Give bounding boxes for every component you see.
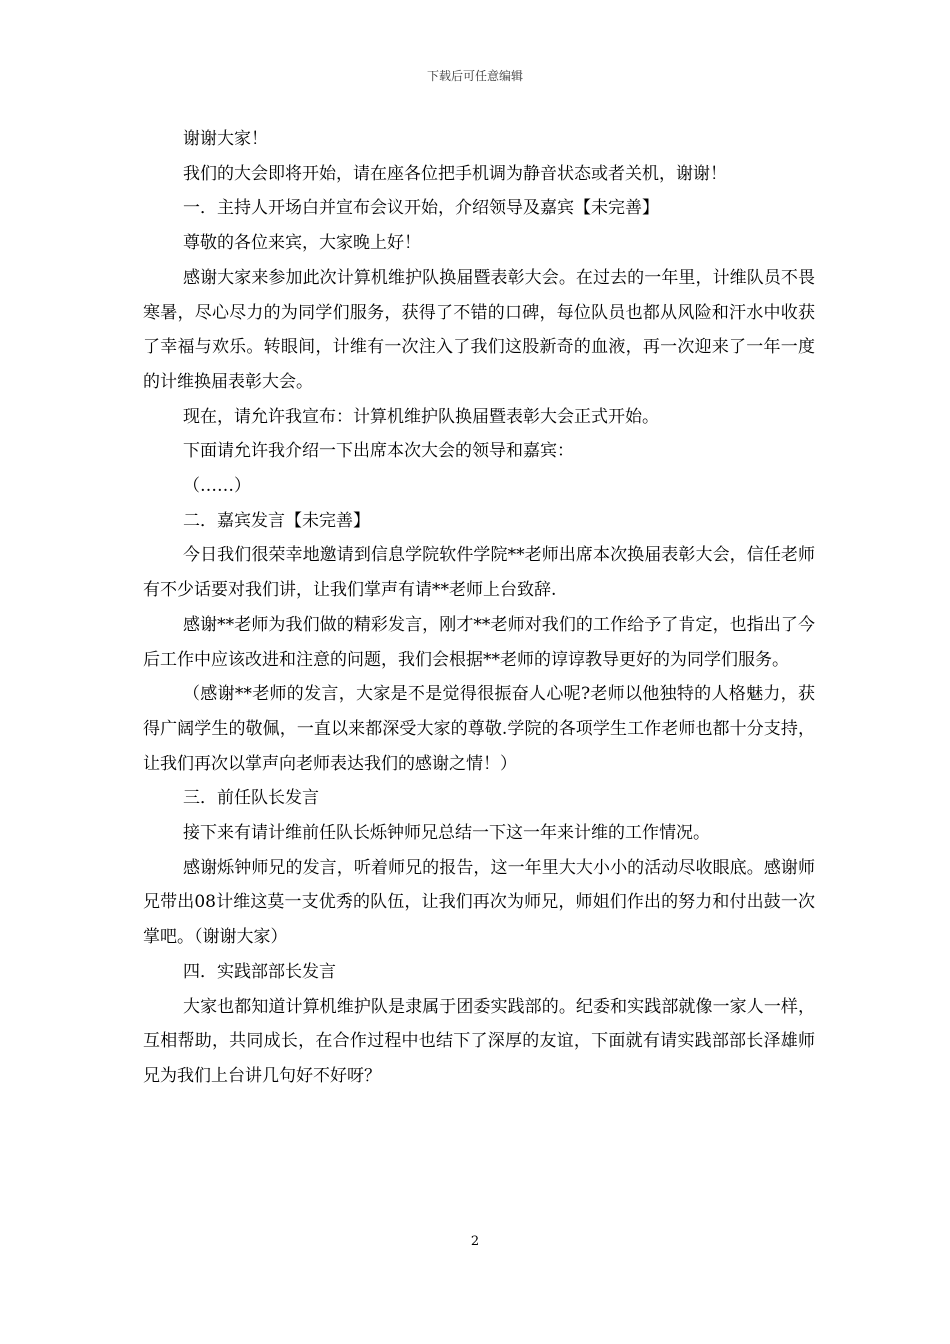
document-body — [143, 122, 815, 1094]
section-heading: 一．主持人开场白并宣布会议开始，介绍领导及嘉宾【未完善】 — [183, 198, 659, 219]
paragraph: 今日我们很荣幸地邀请到信息学院软件学院**老师出席本次换届表彰大会，信任老师有不少话要对我们讲，让我们掌声有请**老师上台致辞. — [143, 545, 815, 601]
paragraph: 我们的大会即将开始，请在座各位把手机调为静音状态或者关机，谢谢！ — [183, 163, 727, 184]
paragraph: 感谢**老师为我们做的精彩发言，刚才**老师对我们的工作给予了肯定，也指出了今后工作中应该改进和注意的问题，我们会根据**老师的谆谆教导更好的为同学们服务。 — [143, 614, 815, 670]
paragraph: 现在，请允许我宣布：计算机维护队换届暨表彰大会正式开始。 — [183, 406, 659, 427]
page-header: 下载后可任意编辑 — [426, 69, 523, 83]
paragraph: 尊敬的各位来宾，大家晚上好！ — [183, 233, 421, 254]
paragraph: （……） — [183, 476, 251, 497]
paragraph: 下面请允许我介绍一下出席本次大会的领导和嘉宾： — [183, 441, 574, 462]
section-heading: 二．嘉宾发言【未完善】 — [183, 510, 370, 531]
paragraph: 感谢大家来参加此次计算机维护队换届暨表彰大会。在过去的一年里，计维队员不畏寒暑，尽心尽力的为同学们服务，获得了不错的口碑，每位队员也都从风险和汗水中收获了幸福与欢乐。转眼间，计维有一次注入了我们这股新奇的血液，再一次迎来了一年一度的计维换届表彰大会。 — [143, 267, 815, 392]
paragraph: 大家也都知道计算机维护队是隶属于团委实践部的。纪委和实践部就像一家人一样，互相帮助，共同成长，在合作过程中也结下了深厚的友谊，下面就有请实践部部长泽雄师兄为我们上台讲几句好不好呀？ — [143, 996, 815, 1086]
paragraph: 接下来有请计维前任队长烁钟师兄总结一下这一年来计维的工作情况。 — [183, 823, 710, 844]
paragraph: 谢谢大家！ — [183, 129, 268, 149]
section-heading: 四．实践部部长发言 — [183, 961, 336, 982]
section-heading: 三．前任队长发言 — [183, 788, 319, 809]
page-number: 2 — [470, 1234, 480, 1249]
paragraph: （感谢**老师的发言，大家是不是觉得很振奋人心呢?老师以他独特的人格魅力，获得广阔学生的敬佩，一直以来都深受大家的尊敬.学院的各项学生工作老师也都十分支持，让我们再次以掌声向老师表达我们的感谢之情！） — [143, 684, 815, 774]
paragraph: 感谢烁钟师兄的发言，听着师兄的报告，这一年里大大小小的活动尽收眼底。感谢师兄带出08计维这莫一支优秀的队伍，让我们再次为师兄，师姐们作出的努力和付出鼓一次掌吧。（谢谢大家） — [143, 857, 815, 948]
